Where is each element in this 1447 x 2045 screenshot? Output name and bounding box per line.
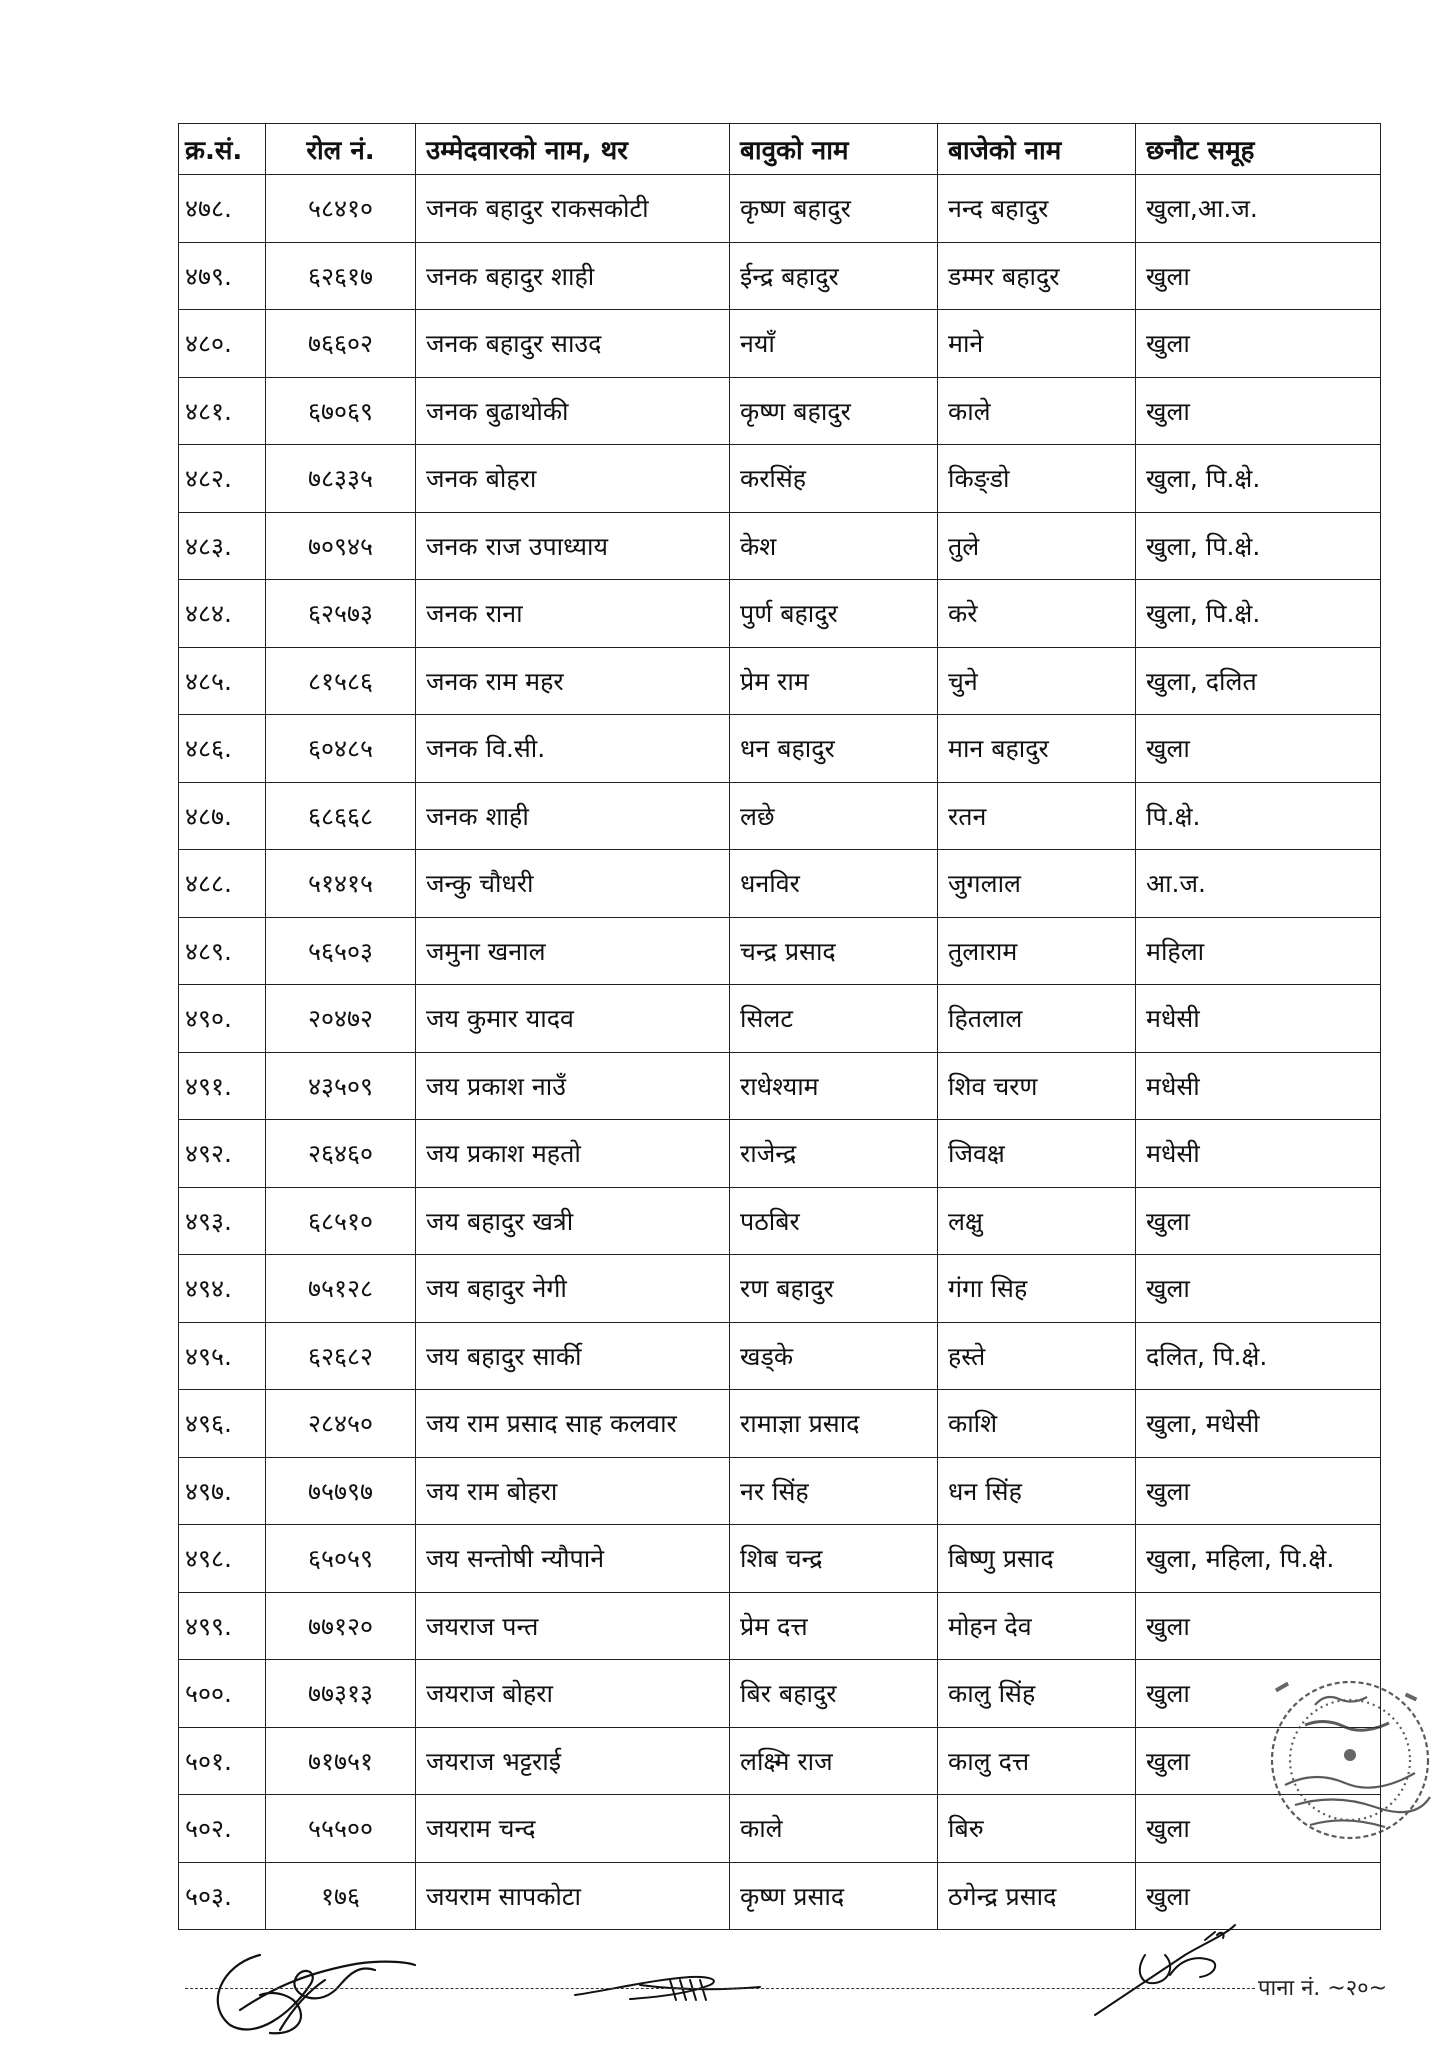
cell-father-name: लक्ष्मि राज xyxy=(730,1727,938,1795)
cell-serial: ४८१. xyxy=(179,377,266,445)
cell-grandfather-name: मान बहादुर xyxy=(938,715,1136,783)
cell-father-name: पठबिर xyxy=(730,1187,938,1255)
cell-selection-group: खुला xyxy=(1136,310,1381,378)
cell-serial: ४८९. xyxy=(179,917,266,985)
cell-selection-group: खुला xyxy=(1136,1187,1381,1255)
cell-father-name: प्रेम राम xyxy=(730,647,938,715)
cell-father-name: पुर्ण बहादुर xyxy=(730,580,938,648)
cell-father-name: रण बहादुर xyxy=(730,1255,938,1323)
cell-selection-group: खुला xyxy=(1136,1592,1381,1660)
table-row xyxy=(179,1795,1381,1863)
cell-roll-no: २६४६० xyxy=(266,1120,416,1188)
table-row xyxy=(179,580,1381,648)
signature-left xyxy=(200,1935,430,2045)
cell-serial: ४८७. xyxy=(179,782,266,850)
cell-candidate-name: जय बहादुर खत्री xyxy=(416,1187,730,1255)
cell-grandfather-name: मोहन देव xyxy=(938,1592,1136,1660)
cell-roll-no: २८४५० xyxy=(266,1390,416,1458)
table-row xyxy=(179,1390,1381,1458)
table-row xyxy=(179,1727,1381,1795)
table-row xyxy=(179,1187,1381,1255)
cell-roll-no: ७८३३५ xyxy=(266,445,416,513)
cell-candidate-name: जय राम बोहरा xyxy=(416,1457,730,1525)
cell-roll-no: ८१५८६ xyxy=(266,647,416,715)
cell-roll-no: ७१७५१ xyxy=(266,1727,416,1795)
cell-serial: ४९३. xyxy=(179,1187,266,1255)
signature-right xyxy=(1085,1915,1245,2025)
signature-line xyxy=(185,1988,1255,1989)
cell-father-name: लछे xyxy=(730,782,938,850)
cell-candidate-name: जनक बहादुर साउद xyxy=(416,310,730,378)
table-row xyxy=(179,850,1381,918)
office-seal-stamp xyxy=(1255,1665,1445,1865)
cell-roll-no: ६२६१७ xyxy=(266,242,416,310)
cell-selection-group: खुला, पि.क्षे. xyxy=(1136,580,1381,648)
cell-candidate-name: जय बहादुर सार्की xyxy=(416,1322,730,1390)
cell-grandfather-name: करे xyxy=(938,580,1136,648)
cell-candidate-name: जय कुमार यादव xyxy=(416,985,730,1053)
cell-father-name: राजेन्द्र xyxy=(730,1120,938,1188)
cell-candidate-name: जय प्रकाश महतो xyxy=(416,1120,730,1188)
cell-father-name: केश xyxy=(730,512,938,580)
cell-roll-no: ६८५१० xyxy=(266,1187,416,1255)
cell-candidate-name: जन्कु चौधरी xyxy=(416,850,730,918)
cell-grandfather-name: किङ्डो xyxy=(938,445,1136,513)
cell-selection-group: खुला, दलित xyxy=(1136,647,1381,715)
cell-grandfather-name: नन्द बहादुर xyxy=(938,175,1136,243)
cell-father-name: शिब चन्द्र xyxy=(730,1525,938,1593)
cell-selection-group: मधेसी xyxy=(1136,985,1381,1053)
cell-father-name: नयाँ xyxy=(730,310,938,378)
cell-serial: ५००. xyxy=(179,1660,266,1728)
cell-grandfather-name: शिव चरण xyxy=(938,1052,1136,1120)
cell-serial: ५०३. xyxy=(179,1862,266,1930)
cell-candidate-name: जनक राम महर xyxy=(416,647,730,715)
cell-selection-group: खुला, पि.क्षे. xyxy=(1136,445,1381,513)
cell-father-name: रामाज्ञा प्रसाद xyxy=(730,1390,938,1458)
cell-roll-no: ५८४१० xyxy=(266,175,416,243)
header-father-name: बावुको नाम xyxy=(730,124,938,175)
cell-selection-group: खुला xyxy=(1136,715,1381,783)
cell-grandfather-name: धन सिंह xyxy=(938,1457,1136,1525)
cell-candidate-name: जयराम सापकोटा xyxy=(416,1862,730,1930)
cell-serial: ४९२. xyxy=(179,1120,266,1188)
cell-roll-no: ७६६०२ xyxy=(266,310,416,378)
cell-serial: ४८२. xyxy=(179,445,266,513)
cell-grandfather-name: कालु सिंह xyxy=(938,1660,1136,1728)
table-row xyxy=(179,377,1381,445)
cell-roll-no: ७५१२८ xyxy=(266,1255,416,1323)
cell-father-name: राधेश्याम xyxy=(730,1052,938,1120)
table-row xyxy=(179,715,1381,783)
cell-selection-group: खुला xyxy=(1136,1727,1381,1795)
cell-roll-no: ७७३१३ xyxy=(266,1660,416,1728)
cell-roll-no: ६७०६९ xyxy=(266,377,416,445)
cell-roll-no: १७६ xyxy=(266,1862,416,1930)
cell-selection-group: खुला, पि.क्षे. xyxy=(1136,512,1381,580)
cell-selection-group: मधेसी xyxy=(1136,1052,1381,1120)
cell-roll-no: ६२६८२ xyxy=(266,1322,416,1390)
table-row xyxy=(179,1255,1381,1323)
cell-father-name: कृष्ण प्रसाद xyxy=(730,1862,938,1930)
cell-candidate-name: जनक राना xyxy=(416,580,730,648)
cell-selection-group: खुला,आ.ज. xyxy=(1136,175,1381,243)
table-row xyxy=(179,985,1381,1053)
cell-grandfather-name: तुलाराम xyxy=(938,917,1136,985)
table-row xyxy=(179,445,1381,513)
cell-serial: ४८६. xyxy=(179,715,266,783)
cell-serial: ४९५. xyxy=(179,1322,266,1390)
cell-grandfather-name: हितलाल xyxy=(938,985,1136,1053)
cell-grandfather-name: जुगलाल xyxy=(938,850,1136,918)
table-header-row xyxy=(179,124,1381,175)
cell-roll-no: ६०४८५ xyxy=(266,715,416,783)
cell-candidate-name: जयराज पन्त xyxy=(416,1592,730,1660)
cell-serial: ४८८. xyxy=(179,850,266,918)
cell-candidate-name: जनक बोहरा xyxy=(416,445,730,513)
cell-selection-group: खुला xyxy=(1136,1862,1381,1930)
cell-roll-no: ४३५०९ xyxy=(266,1052,416,1120)
header-candidate-name: उम्मेदवारको नाम, थर xyxy=(416,124,730,175)
cell-serial: ५०१. xyxy=(179,1727,266,1795)
cell-serial: ४८४. xyxy=(179,580,266,648)
cell-grandfather-name: ठगेन्द्र प्रसाद xyxy=(938,1862,1136,1930)
cell-serial: ४९७. xyxy=(179,1457,266,1525)
cell-candidate-name: जयराम चन्द xyxy=(416,1795,730,1863)
cell-serial: ५०२. xyxy=(179,1795,266,1863)
table-row xyxy=(179,917,1381,985)
cell-selection-group: दलित, पि.क्षे. xyxy=(1136,1322,1381,1390)
signature-middle xyxy=(570,1955,770,2015)
cell-grandfather-name: काले xyxy=(938,377,1136,445)
cell-father-name: धन बहादुर xyxy=(730,715,938,783)
candidate-table xyxy=(178,123,1381,1930)
table-row xyxy=(179,1592,1381,1660)
cell-candidate-name: जय राम प्रसाद साह कलवार xyxy=(416,1390,730,1458)
cell-candidate-name: जनक बुढाथोकी xyxy=(416,377,730,445)
table-row xyxy=(179,1525,1381,1593)
cell-candidate-name: जय सन्तोषी न्यौपाने xyxy=(416,1525,730,1593)
cell-father-name: नर सिंह xyxy=(730,1457,938,1525)
cell-father-name: प्रेम दत्त xyxy=(730,1592,938,1660)
table-row xyxy=(179,1052,1381,1120)
cell-roll-no: ६५०५९ xyxy=(266,1525,416,1593)
cell-father-name: खड्के xyxy=(730,1322,938,1390)
cell-selection-group: पि.क्षे. xyxy=(1136,782,1381,850)
cell-serial: ४९०. xyxy=(179,985,266,1053)
cell-grandfather-name: कालु दत्त xyxy=(938,1727,1136,1795)
cell-serial: ४९१. xyxy=(179,1052,266,1120)
cell-selection-group: खुला xyxy=(1136,1255,1381,1323)
cell-father-name: कृष्ण बहादुर xyxy=(730,377,938,445)
cell-serial: ४७८. xyxy=(179,175,266,243)
table-row xyxy=(179,1120,1381,1188)
cell-selection-group: खुला xyxy=(1136,1660,1381,1728)
table-row xyxy=(179,310,1381,378)
cell-roll-no: ७५७९७ xyxy=(266,1457,416,1525)
cell-roll-no: २०४७२ xyxy=(266,985,416,1053)
cell-roll-no: ६२५७३ xyxy=(266,580,416,648)
cell-serial: ४८५. xyxy=(179,647,266,715)
cell-selection-group: महिला xyxy=(1136,917,1381,985)
page-number: पाना नं. ~२०~ xyxy=(1258,1976,1388,2001)
cell-selection-group: खुला xyxy=(1136,377,1381,445)
cell-grandfather-name: बिरु xyxy=(938,1795,1136,1863)
cell-candidate-name: जय बहादुर नेगी xyxy=(416,1255,730,1323)
cell-grandfather-name: डम्मर बहादुर xyxy=(938,242,1136,310)
cell-candidate-name: जनक राज उपाध्याय xyxy=(416,512,730,580)
table-row xyxy=(179,1322,1381,1390)
cell-candidate-name: जनक बहादुर राकसकोटी xyxy=(416,175,730,243)
table-row xyxy=(179,1660,1381,1728)
result-sheet xyxy=(178,123,1381,1930)
cell-grandfather-name: तुले xyxy=(938,512,1136,580)
cell-roll-no: ५६५०३ xyxy=(266,917,416,985)
cell-serial: ४९८. xyxy=(179,1525,266,1593)
cell-roll-no: ६८६६८ xyxy=(266,782,416,850)
header-grandfather-name: बाजेको नाम xyxy=(938,124,1136,175)
cell-father-name: सिलट xyxy=(730,985,938,1053)
cell-grandfather-name: जिवक्ष xyxy=(938,1120,1136,1188)
table-row xyxy=(179,175,1381,243)
cell-roll-no: ७०९४५ xyxy=(266,512,416,580)
cell-father-name: धनविर xyxy=(730,850,938,918)
cell-father-name: करसिंह xyxy=(730,445,938,513)
cell-grandfather-name: गंगा सिह xyxy=(938,1255,1136,1323)
cell-grandfather-name: बिष्णु प्रसाद xyxy=(938,1525,1136,1593)
cell-father-name: कृष्ण बहादुर xyxy=(730,175,938,243)
table-row xyxy=(179,242,1381,310)
cell-father-name: ईन्द्र बहादुर xyxy=(730,242,938,310)
cell-father-name: चन्द्र प्रसाद xyxy=(730,917,938,985)
cell-grandfather-name: हस्ते xyxy=(938,1322,1136,1390)
cell-grandfather-name: चुने xyxy=(938,647,1136,715)
cell-candidate-name: जनक शाही xyxy=(416,782,730,850)
cell-grandfather-name: माने xyxy=(938,310,1136,378)
cell-serial: ४९४. xyxy=(179,1255,266,1323)
cell-candidate-name: जमुना खनाल xyxy=(416,917,730,985)
cell-candidate-name: जनक वि.सी. xyxy=(416,715,730,783)
cell-selection-group: आ.ज. xyxy=(1136,850,1381,918)
cell-grandfather-name: लक्षु xyxy=(938,1187,1136,1255)
cell-selection-group: खुला xyxy=(1136,1457,1381,1525)
cell-father-name: बिर बहादुर xyxy=(730,1660,938,1728)
cell-serial: ४९६. xyxy=(179,1390,266,1458)
header-selection-group: छनौट समूह xyxy=(1136,124,1381,175)
cell-serial: ४९९. xyxy=(179,1592,266,1660)
cell-grandfather-name: रतन xyxy=(938,782,1136,850)
cell-father-name: काले xyxy=(730,1795,938,1863)
table-row xyxy=(179,1457,1381,1525)
header-roll-no: रोल नं. xyxy=(266,124,416,175)
cell-candidate-name: जनक बहादुर शाही xyxy=(416,242,730,310)
cell-serial: ४८०. xyxy=(179,310,266,378)
cell-selection-group: खुला, महिला, पि.क्षे. xyxy=(1136,1525,1381,1593)
cell-roll-no: ५१४१५ xyxy=(266,850,416,918)
table-row xyxy=(179,782,1381,850)
cell-candidate-name: जयराज भट्टराई xyxy=(416,1727,730,1795)
cell-roll-no: ७७१२० xyxy=(266,1592,416,1660)
header-serial: क्र.सं. xyxy=(179,124,266,175)
cell-roll-no: ५५५०० xyxy=(266,1795,416,1863)
cell-serial: ४८३. xyxy=(179,512,266,580)
cell-selection-group: खुला xyxy=(1136,1795,1381,1863)
table-row xyxy=(179,647,1381,715)
cell-candidate-name: जयराज बोहरा xyxy=(416,1660,730,1728)
cell-grandfather-name: काशि xyxy=(938,1390,1136,1458)
cell-candidate-name: जय प्रकाश नाउँ xyxy=(416,1052,730,1120)
table-row xyxy=(179,512,1381,580)
cell-selection-group: मधेसी xyxy=(1136,1120,1381,1188)
cell-selection-group: खुला, मधेसी xyxy=(1136,1390,1381,1458)
cell-selection-group: खुला xyxy=(1136,242,1381,310)
cell-serial: ४७९. xyxy=(179,242,266,310)
